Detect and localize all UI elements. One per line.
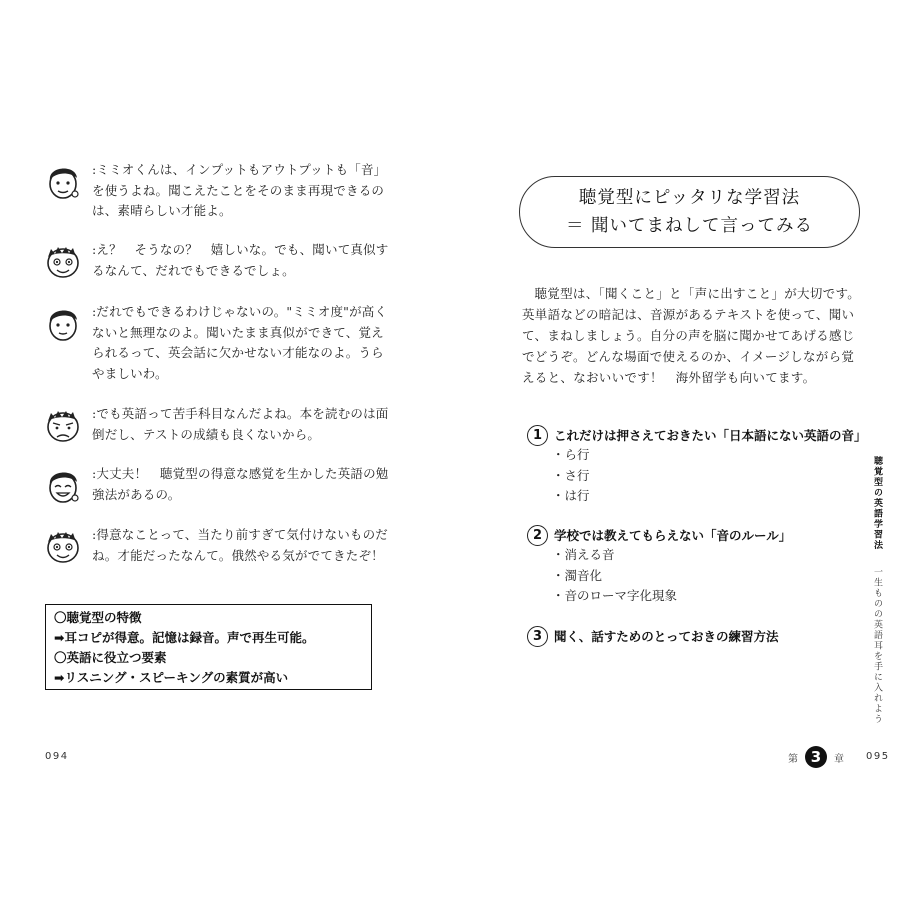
section-3-heading [527, 625, 779, 647]
section-title: これだけは押さえておきたい「日本語にない英語の音」 [554, 428, 867, 443]
heading-line-2: ＝ 聞いてまねして言ってみる [565, 216, 814, 236]
intro-paragraph [522, 283, 862, 388]
section-1-heading [527, 424, 867, 446]
intro-text: 聴覚型は、「聞くこと」と「声に出すこと」が大切です。英単語などの暗記は、音源があるテキストを使って、聞いて、まねしましょう。自分の声を脳に聞かせてあげる感じでどうぞ。どんな場面で使えるのか、イメージしながら覚えると、なおいいです！ 海外留学も向いてます。 [522, 286, 861, 385]
chapter-prefix: 第 [788, 753, 798, 765]
list-item: ・ ら行 [552, 445, 590, 466]
summary-line: 〇聴覚型の特徴 [54, 610, 142, 625]
side-tab-title: 聴覚型の英語学習法 [872, 456, 882, 551]
smiling-female-character-icon [42, 464, 84, 506]
list-item: ・ 濁音化 [552, 566, 677, 587]
summary-line: 〇英語に役立つ要素 [54, 650, 167, 665]
dialogue-text: :だれでもできるわけじゃないの。"ミミオ度"が高くないと無理なのよ。聞いたまま真似ができて、覚えられるって、英会話に欠かせない才能なのよ。うらやましいわ。 [92, 304, 388, 381]
section-1-list [552, 445, 590, 507]
left-page-number: 094 [45, 751, 69, 762]
dialogue-text: :でも英語って苦手科目なんだよね。本を読むのは面倒だし、テストの成績も良くないから。 [92, 406, 389, 442]
section-title: 聞く、話すためのとっておきの練習方法 [554, 629, 779, 644]
list-item: ・ は行 [552, 486, 590, 507]
side-tab-subtitle: 一生ものの英語耳を手に入れよう [872, 567, 882, 725]
male-character-icon [42, 525, 84, 567]
dialogue-text: :大丈夫！ 聴覚型の得意な感覚を生かした英語の勉強法があるの。 [92, 466, 389, 502]
summary-line: ➡リスニング・スピーキングの素質が高い [54, 670, 289, 685]
chapter-number-badge: 3 [805, 746, 827, 768]
section-title: 学校では教えてもらえない「音のルール」 [554, 528, 792, 543]
section-2-list [552, 545, 677, 607]
worried-male-character-icon [42, 404, 84, 446]
dialogue-text: :ミミオくんは、インプットもアウトプットも「音」を使うよね。聞こえたことをそのまま再現できるのは、素晴らしい才能よ。 [92, 162, 387, 218]
list-item: ・ 消える音 [552, 545, 677, 566]
circled-number-3-icon: 3 [527, 626, 548, 647]
female-character-icon [42, 302, 84, 344]
section-2-heading [527, 524, 791, 546]
right-page-number: 095 [866, 751, 890, 762]
list-item: ・ 音のローマ字化現象 [552, 586, 677, 607]
section-heading [519, 176, 860, 248]
chapter-marker [788, 746, 844, 768]
circled-number-1-icon: 1 [527, 425, 548, 446]
dialogue-text: :え？ そうなの？ 嬉しいな。でも、聞いて真似するなんて、だれでもできるでしょ。 [92, 242, 389, 278]
summary-line: ➡耳コピが得意。記憶は録音。声で再生可能。 [54, 630, 315, 645]
dialogue-text: :得意なことって、当たり前すぎて気付けないものだね。才能だったなんて。俄然やる気がでてきたぞ！ [92, 527, 389, 563]
female-character-icon [42, 160, 84, 202]
chapter-side-tab [866, 456, 884, 725]
heading-line-1: 聴覚型にピッタリな学習法 [578, 188, 801, 208]
circled-number-2-icon: 2 [527, 525, 548, 546]
list-item: ・ さ行 [552, 466, 590, 487]
male-character-icon [42, 240, 84, 282]
summary-box [45, 604, 372, 690]
chapter-suffix: 章 [834, 753, 844, 765]
